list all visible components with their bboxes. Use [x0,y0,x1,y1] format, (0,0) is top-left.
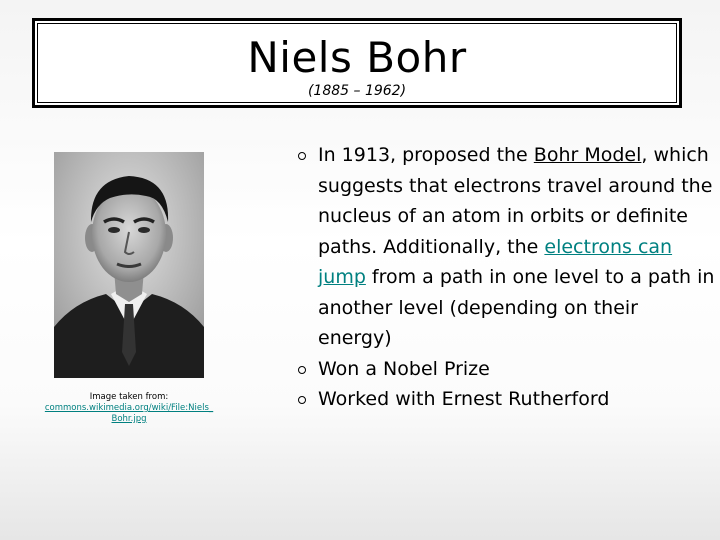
portrait-image [54,152,204,378]
bullet-text: In 1913, proposed the [318,144,534,166]
caption-prefix: Image taken from: [89,392,169,402]
bullet-text: from a path in one level to a path in another level (depending on their energy) [318,266,715,349]
electrons-jump-link[interactable]: electrons can jump [318,235,673,288]
portrait-graphic [54,152,204,378]
bullet-text: Worked with Ernest Rutherford [318,388,610,410]
image-caption [44,392,214,425]
bullet-list [296,140,716,415]
caption-source-link[interactable]: commons.wikimedia.org/wiki/File:Niels_Bohr.jpg [44,403,214,424]
bullet-marker-icon [298,396,306,404]
bullet-marker-icon [298,152,306,160]
bullet-marker-icon [298,366,306,374]
bullet-item [296,354,716,385]
bullet-item [296,384,716,415]
slide-title: Niels Bohr [247,33,467,82]
bohr-model-link[interactable]: Bohr Model [533,144,642,166]
title-box [32,18,682,108]
bullet-text: , which suggests that electrons travel around the nucleus of an atom in orbits or definite paths. Additionally, the [318,144,713,258]
bullet-text: Won a Nobel Prize [318,357,490,380]
bullet-item [296,140,716,354]
life-dates: (1885 – 1962) [307,83,407,99]
